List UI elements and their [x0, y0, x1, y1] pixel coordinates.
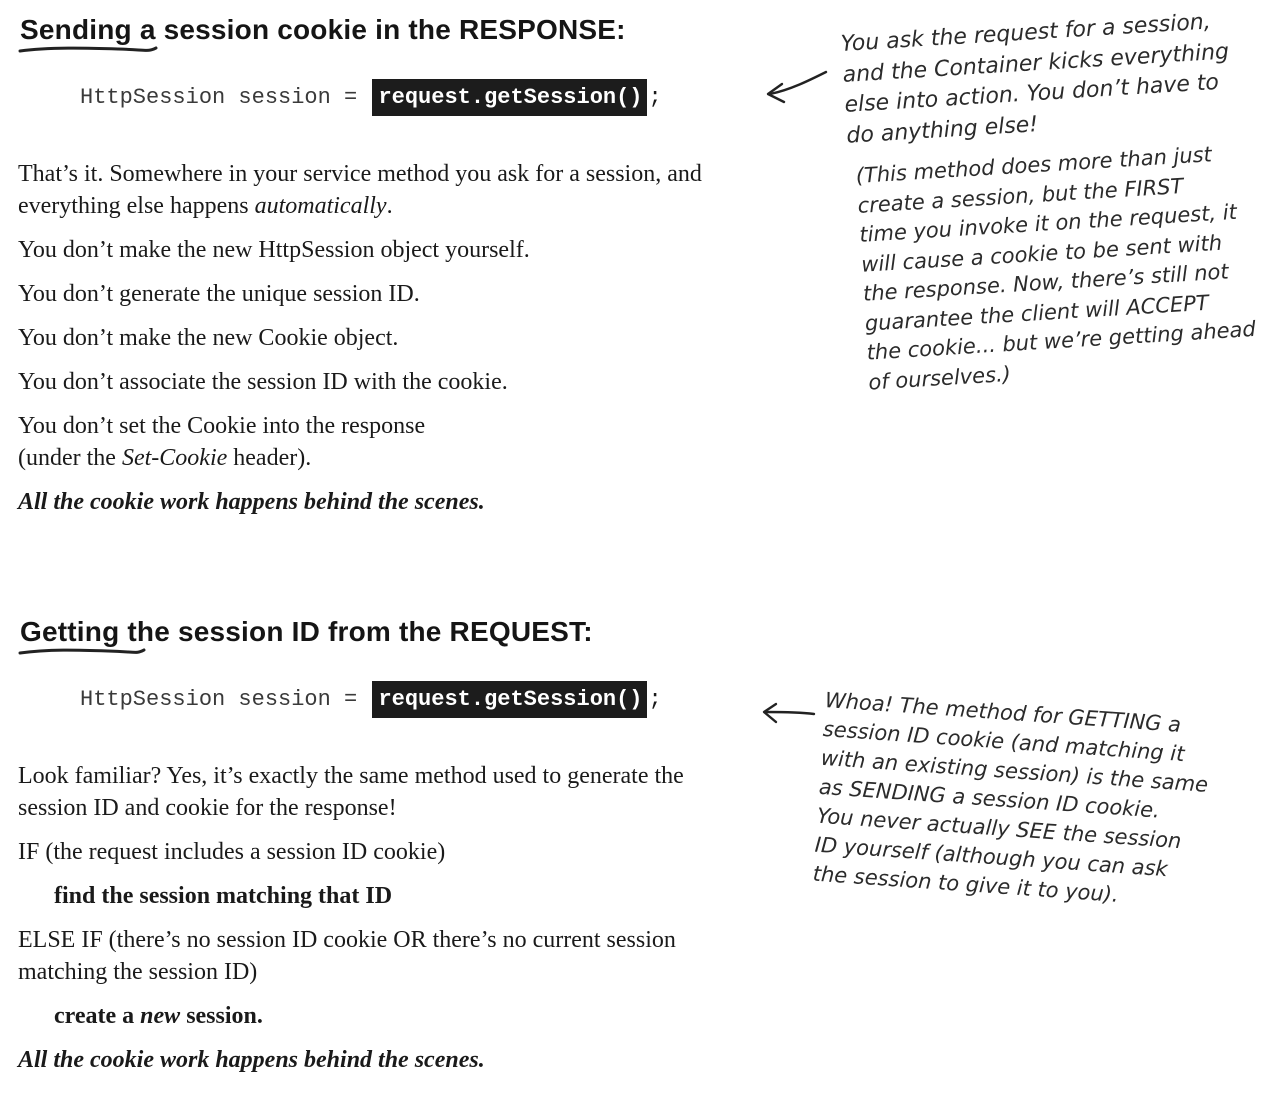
paragraph: Look familiar? Yes, it’s exactly the same method used to generate the session ID and cookie for the response! — [18, 763, 684, 821]
heading-rest: the session ID from the REQUEST: — [119, 616, 593, 647]
text-span: header). — [227, 445, 312, 471]
handwritten-note: You ask the request for a session, and the Container kicks everything else into action. You don’t have to do anything else! — [840, 9, 1230, 149]
line-item — [18, 410, 738, 474]
code-prefix: HttpSession session = — [80, 84, 371, 110]
closing-line: All the cookie work happens behind the scenes. — [18, 489, 485, 515]
heading-underline — [18, 646, 146, 658]
code-semicolon: ; — [648, 84, 662, 110]
if-line: IF (the request includes a session ID cookie) — [18, 839, 446, 865]
find-line: find the session matching that ID — [54, 883, 393, 909]
body-text — [18, 158, 738, 518]
heading-rest: a session cookie in the RESPONSE: — [131, 14, 626, 45]
arrow-icon — [760, 66, 830, 106]
code-highlight: request.getSession() — [372, 79, 646, 116]
handwritten-note-aside: (This method does more than just create a session, but the FIRST time you invoke it on the request, it will cause a cookie to be sent with the response. Now, there’s still not guarantee the client will ACCEPT the cookie... but we’re getting ahead of ourselves.) — [855, 142, 1257, 395]
heading-keyword: Getting — [20, 616, 120, 647]
line-item: You don’t associate the session ID with the cookie. — [18, 369, 508, 395]
line-item: You don’t make the new HttpSession object yourself. — [18, 237, 530, 263]
paragraph — [18, 158, 738, 222]
create-line — [18, 1000, 738, 1032]
text-span: You don’t set the Cookie into the response — [18, 413, 426, 439]
text-italic: automatically — [254, 193, 387, 219]
text-span: . — [386, 193, 393, 219]
text-italic: new — [140, 1003, 181, 1029]
text-italic: Set-Cookie — [121, 445, 228, 471]
arrow-icon — [758, 698, 818, 728]
heading-underline — [18, 44, 158, 56]
code-highlight: request.getSession() — [372, 681, 646, 718]
code-snippet — [80, 676, 662, 722]
closing-line: All the cookie work happens behind the scenes. — [18, 1047, 485, 1073]
text-span: That’s it. Somewhere in your service method you ask for a session, and everything else happens — [18, 161, 702, 219]
code-prefix: HttpSession session = — [80, 686, 371, 712]
code-snippet — [80, 74, 662, 120]
text-span: create a — [54, 1003, 141, 1029]
heading-keyword: Sending — [20, 14, 132, 45]
heading-sending — [20, 14, 626, 46]
line-item: You don’t generate the unique session ID. — [18, 281, 420, 307]
line-item: You don’t make the new Cookie object. — [18, 325, 399, 351]
text-span: session. — [180, 1003, 263, 1029]
section-getting — [0, 600, 1270, 1100]
heading-getting — [20, 616, 593, 648]
body-text — [18, 760, 738, 1076]
handwritten-note: Whoa! The method for GETTING a session ID cookie (and matching it with an existing session) is the same as SENDING a session ID cookie. You never actually SEE the session ID yourself (although you can ask the session to give it to you). — [812, 687, 1209, 907]
code-semicolon: ; — [648, 686, 662, 712]
else-line: ELSE IF (there’s no session ID cookie OR there’s no current session matching the session ID) — [18, 927, 676, 985]
text-span: (under the — [18, 445, 122, 471]
